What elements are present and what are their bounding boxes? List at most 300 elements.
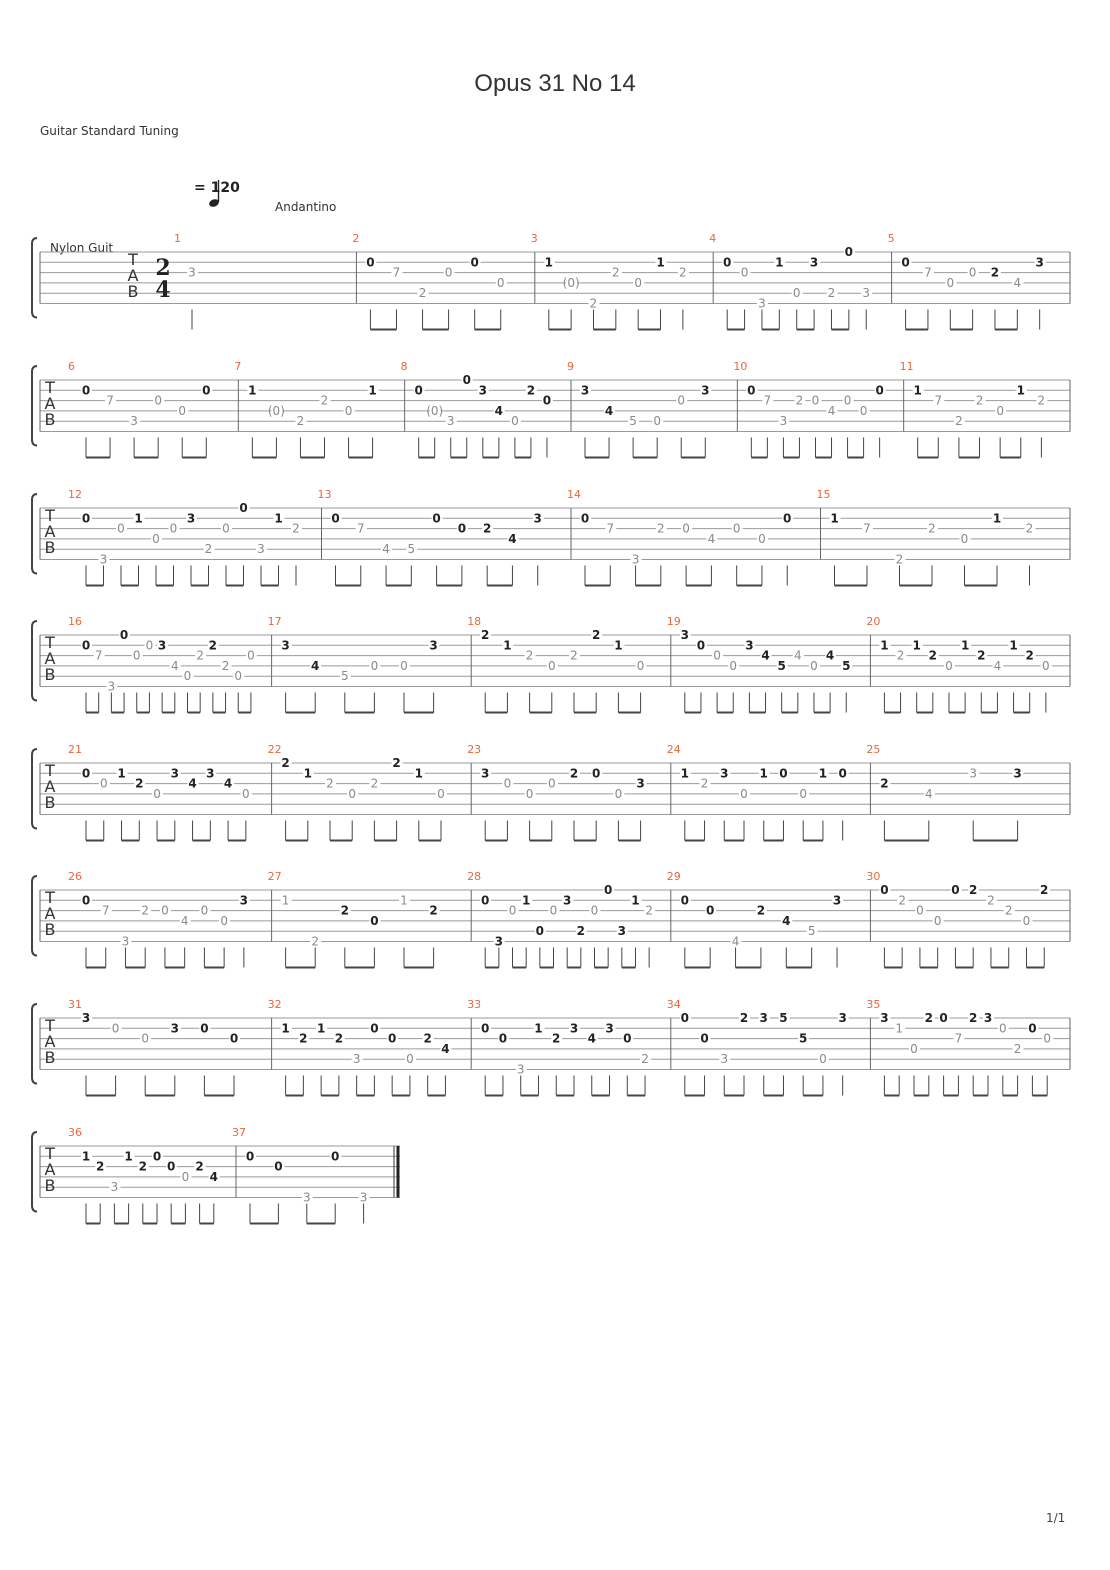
fret-number: 0 [152, 531, 160, 546]
fret-number: 2 [987, 893, 995, 908]
fret-number: 1 [656, 255, 665, 270]
fret-number: 0 [680, 893, 689, 908]
fret-number: 3 [745, 638, 754, 653]
fret-number: 2 [423, 1031, 432, 1046]
fret-number: 2 [969, 883, 978, 897]
fret-number: 3 [862, 286, 871, 301]
fret-number: 0 [169, 521, 178, 536]
fret-number: 1 [960, 638, 970, 653]
fret-number: 3 [257, 542, 265, 557]
fret-number: 1 [912, 638, 921, 653]
fret-number: 1 [134, 511, 143, 526]
fret-number: 0 [740, 786, 748, 801]
fret-number: 0 [81, 638, 91, 653]
fret-number: 1 [368, 383, 377, 398]
fret-number: 2 [975, 393, 984, 408]
fret-number: 3 [186, 511, 196, 526]
fret-number: 2 [576, 924, 586, 939]
measure-number: 31 [68, 998, 82, 1011]
fret-number: 3 [170, 1021, 179, 1036]
fret-number: 2 [296, 414, 305, 429]
fret-number: 1 [830, 511, 839, 526]
fret-number: 0 [117, 521, 125, 536]
tempo-marking: Andantino [275, 200, 337, 214]
measure-number: 10 [733, 360, 748, 373]
fret-number: 4 [761, 648, 770, 663]
fret-number: 0 [81, 383, 91, 398]
tuning-label: Guitar Standard Tuning [40, 124, 179, 138]
fret-number: 3 [121, 934, 130, 949]
fret-number: 0 [682, 521, 690, 536]
fret-number: 2 [326, 776, 334, 791]
measure-number: 12 [68, 488, 82, 501]
fret-number: 3 [562, 893, 572, 908]
fret-number: 1 [81, 1149, 91, 1164]
fret-number: 2 [969, 1011, 978, 1025]
tab-clef-letter: T [45, 506, 55, 525]
measure-number: 30 [866, 870, 881, 883]
fret-number: 1 [759, 766, 768, 781]
fret-number: 0 [366, 255, 375, 270]
fret-number: 1 [913, 383, 922, 398]
fret-number: 3 [605, 1021, 614, 1036]
fret-number: 5 [779, 1011, 788, 1025]
system-bracket [32, 238, 37, 318]
fret-number: 0 [111, 1021, 120, 1036]
fret-number: 4 [827, 403, 836, 418]
fret-number: 2 [552, 1031, 561, 1046]
tab-clef-letter: T [45, 378, 55, 397]
fret-number: 2 [795, 393, 804, 408]
fret-number: 7 [924, 265, 932, 280]
fret-number: 0 [592, 766, 601, 781]
fret-number: 0 [247, 648, 255, 663]
fret-number: 0 [432, 511, 441, 526]
fret-number: 3 [281, 638, 290, 653]
measure-number: 11 [899, 360, 914, 373]
fret-number: 3 [130, 414, 138, 429]
fret-number: 0 [580, 511, 590, 526]
fret-number: 0 [844, 245, 854, 259]
fret-number: 0 [141, 1031, 150, 1046]
measure-number: 21 [68, 743, 82, 756]
fret-number: 2 [592, 628, 601, 642]
fret-number: 2 [612, 265, 620, 280]
fret-number: 2 [340, 903, 349, 918]
fret-number: 3 [720, 766, 729, 781]
fret-number: 2 [1037, 393, 1046, 408]
fret-number: 0 [498, 1031, 508, 1046]
fret-number: 7 [101, 903, 110, 918]
system-bracket [32, 876, 37, 956]
fret-number: 3 [170, 766, 179, 781]
fret-number: 3 [832, 893, 842, 908]
fret-number: 1 [775, 255, 784, 270]
fret-number: 0 [387, 1031, 397, 1046]
fret-number: 0 [740, 265, 749, 280]
fret-number: 1 [880, 638, 889, 653]
fret-number: 1 [1016, 383, 1025, 398]
fret-number: 0 [470, 255, 479, 270]
fret-number: 0 [946, 275, 955, 290]
measure-number: 33 [467, 998, 482, 1011]
fret-number: 0 [220, 913, 228, 928]
fret-number: 3 [429, 638, 438, 653]
fret-number: 2 [896, 648, 905, 663]
fret-number: 0 [603, 883, 613, 897]
fret-number: 0 [331, 1149, 340, 1164]
instrument-name: Nylon Guit [50, 241, 114, 255]
fret-number: 0 [1043, 1031, 1052, 1046]
fret-number: 0 [623, 1031, 632, 1046]
measure-number: 17 [267, 615, 282, 628]
fret-number: 3 [759, 1011, 768, 1025]
fret-number: 0 [968, 265, 977, 280]
fret-number: 2 [1013, 1041, 1022, 1056]
fret-number: 0 [525, 786, 534, 801]
fret-number: 0 [370, 658, 379, 673]
fret-number: 2 [898, 893, 906, 908]
fret-number: 0 [1022, 913, 1031, 928]
measure-number: 28 [467, 870, 482, 883]
fret-number: 5 [407, 542, 416, 557]
measure-number: 15 [816, 488, 831, 501]
fret-number: 3 [359, 1190, 368, 1205]
fret-number: 2 [135, 776, 144, 791]
fret-number: 2 [700, 776, 709, 791]
fret-number: 0 [81, 511, 91, 526]
fret-number: 0 [547, 776, 556, 791]
fret-number: 5 [629, 414, 637, 429]
fret-number: 0 [653, 414, 661, 429]
measure-number: 29 [666, 870, 681, 883]
fret-number: 0 [799, 786, 808, 801]
fret-number: 0 [838, 766, 847, 781]
tab-clef-letter: B [44, 793, 56, 812]
fret-number: 4 [604, 403, 614, 418]
fret-number: 5 [799, 1031, 808, 1046]
fret-number: 0 [880, 883, 889, 897]
fret-number: 4 [180, 913, 189, 928]
fret-number: 0 [234, 669, 243, 684]
fret-number: (0) [267, 403, 285, 418]
fret-number: 0 [998, 1021, 1007, 1036]
system-bracket [32, 366, 37, 446]
fret-number: 2 [311, 934, 320, 949]
fret-number: 4 [924, 786, 933, 801]
fret-number: 0 [457, 521, 467, 536]
fret-number: 2 [141, 903, 150, 918]
fret-number: 0 [462, 373, 471, 387]
measure-number: 4 [709, 232, 717, 245]
tab-clef-letter: T [128, 250, 138, 269]
fret-number: 0 [960, 531, 969, 546]
fret-number: 0 [99, 776, 108, 791]
fret-number: 5 [842, 658, 851, 673]
fret-number: 0 [705, 903, 715, 918]
fret-number: 7 [106, 393, 114, 408]
fret-number: 0 [81, 766, 91, 781]
fret-number: 0 [496, 275, 505, 290]
fret-number: 3 [481, 766, 490, 781]
fret-number: 2 [955, 414, 963, 429]
fret-number: 3 [969, 766, 978, 781]
fret-number: 1 [400, 893, 408, 908]
fret-number: 3 [99, 552, 108, 567]
measure-number: 25 [866, 743, 881, 756]
fret-number: 0 [783, 511, 792, 526]
measure-number: 24 [666, 743, 681, 756]
measure-number: 20 [866, 615, 881, 628]
fret-number: 0 [535, 924, 545, 939]
system-bracket [32, 749, 37, 829]
fret-number: 7 [392, 265, 401, 280]
fret-number: 0 [996, 403, 1004, 418]
fret-number: 3 [779, 414, 788, 429]
fret-number: 0 [167, 1159, 176, 1174]
system-bracket [32, 1132, 37, 1212]
fret-number: 0 [348, 786, 357, 801]
measure-number: 14 [567, 488, 581, 501]
fret-number: 0 [901, 255, 910, 270]
fret-number: 7 [356, 521, 365, 536]
fret-number: 0 [508, 903, 517, 918]
fret-number: 4 [382, 542, 390, 557]
fret-number: 0 [81, 893, 91, 908]
fret-number: 2 [429, 903, 438, 918]
fret-number: 0 [183, 669, 192, 684]
fret-number: 4 [494, 403, 504, 418]
fret-number: 2 [418, 286, 427, 301]
fret-number: 2 [482, 521, 492, 536]
fret-number: 0 [634, 275, 642, 290]
fret-number: 1 [117, 766, 126, 781]
fret-number: 0 [700, 1031, 709, 1046]
tab-clef-letter: A [44, 649, 56, 668]
fret-number: 2 [221, 658, 230, 673]
fret-number: 5 [807, 924, 816, 939]
fret-number: 4 [707, 531, 716, 546]
fret-number: 1 [534, 1021, 543, 1036]
fret-number: 2 [320, 393, 329, 408]
fret-number: 0 [154, 393, 162, 408]
fret-number: 3 [720, 1052, 729, 1067]
fret-number: 0 [119, 628, 129, 642]
fret-number: 4 [508, 531, 517, 546]
fret-number: 3 [239, 893, 249, 908]
measure-number: 3 [530, 232, 538, 245]
fret-number: 0 [245, 1149, 255, 1164]
fret-number: 0 [481, 893, 490, 908]
fret-number: 3 [838, 1011, 847, 1025]
fret-number: 3 [533, 511, 542, 526]
measure-number: 34 [666, 998, 681, 1011]
fret-number: 2 [589, 296, 598, 311]
fret-number: 0 [444, 265, 453, 280]
measure-number: 16 [68, 615, 82, 628]
fret-number: 2 [1004, 903, 1013, 918]
fret-number: 3 [809, 255, 819, 270]
fret-number: 1 [818, 766, 828, 781]
fret-number: 0 [511, 414, 519, 429]
fret-number: 2 [525, 648, 534, 663]
fret-number: 3 [1035, 255, 1044, 270]
tab-clef-letter: B [127, 282, 139, 301]
fret-number: 2 [370, 776, 379, 791]
fret-number: 0 [222, 521, 230, 536]
fret-number: 3 [157, 638, 167, 653]
fret-number: 3 [631, 552, 640, 567]
fret-number: 2 [392, 756, 401, 770]
fret-number: (0) [426, 403, 444, 418]
fret-number: 4 [170, 658, 179, 673]
fret-number: 0 [843, 393, 852, 408]
measure-number: 8 [400, 360, 408, 373]
fret-number: 2 [138, 1159, 147, 1174]
fret-number: 7 [94, 648, 103, 663]
measure-number: 36 [68, 1126, 82, 1139]
tab-clef-letter: T [45, 761, 55, 780]
tab-clef-letter: T [45, 888, 55, 907]
fret-number: 2 [570, 648, 578, 663]
fret-number: 7 [606, 521, 615, 536]
fret-number: 3 [352, 1052, 361, 1067]
fret-number: 0 [939, 1011, 948, 1025]
fret-number: 3 [617, 924, 626, 939]
fret-number: 0 [331, 511, 340, 526]
fret-number: 1 [992, 511, 1002, 526]
tab-clef-letter: B [44, 920, 56, 939]
tab-clef-letter: A [44, 1032, 56, 1051]
fret-number: 0 [779, 766, 788, 781]
time-signature-bottom: 4 [155, 277, 171, 303]
fret-number: 0 [875, 383, 884, 398]
fret-number: 4 [209, 1169, 218, 1184]
system-bracket [32, 621, 37, 701]
fret-number: 1 [248, 383, 257, 398]
fret-number: 0 [132, 648, 141, 663]
fret-number: 3 [636, 776, 645, 791]
fret-number: 2 [657, 521, 665, 536]
fret-number: 2 [292, 521, 300, 536]
measure-number: 26 [68, 870, 82, 883]
fret-number: 0 [152, 1149, 162, 1164]
fret-number: 0 [414, 383, 423, 398]
measure-number: 27 [267, 870, 282, 883]
fret-number: 2 [928, 521, 936, 536]
fret-number: 1 [1009, 638, 1018, 653]
fret-number: 0 [181, 1169, 190, 1184]
tab-clef-letter: B [44, 1176, 56, 1195]
measure-number: 32 [267, 998, 282, 1011]
tab-clef-letter: A [44, 522, 56, 541]
fret-number: 2 [928, 648, 938, 663]
fret-number: 1 [316, 1021, 326, 1036]
fret-number: 0 [437, 786, 445, 801]
fret-number: 7 [863, 521, 871, 536]
fret-number: 2 [281, 756, 290, 770]
fret-number: 0 [542, 393, 552, 408]
fret-number: 3 [1013, 766, 1022, 781]
fret-number: (0) [562, 275, 580, 290]
fret-number: 0 [636, 658, 645, 673]
fret-number: 1 [680, 766, 689, 781]
fret-number: 3 [758, 296, 766, 311]
fret-number: 0 [811, 393, 820, 408]
measure-number: 19 [666, 615, 681, 628]
fret-number: 2 [990, 265, 1000, 280]
fret-number: 0 [178, 403, 187, 418]
fret-number: 2 [679, 265, 687, 280]
fret-number: 4 [1013, 275, 1022, 290]
fret-number: 0 [229, 1031, 239, 1046]
fret-number: 1 [274, 511, 283, 526]
tab-clef-letter: T [45, 1144, 55, 1163]
fret-number: 0 [732, 521, 741, 536]
fret-number: 1 [281, 893, 290, 908]
fret-number: 0 [723, 255, 732, 270]
fret-number: 0 [200, 903, 209, 918]
fret-number: 4 [441, 1041, 450, 1056]
fret-number: 3 [478, 383, 487, 398]
measure-number: 1 [174, 232, 181, 245]
fret-number: 0 [547, 658, 556, 673]
fret-number: 2 [569, 766, 579, 781]
fret-number: 2 [641, 1052, 649, 1067]
fret-number: 2 [645, 903, 653, 918]
fret-number: 4 [993, 658, 1002, 673]
measure-number: 9 [567, 360, 574, 373]
tab-clef-letter: B [44, 1048, 56, 1067]
measure-number: 18 [467, 615, 482, 628]
fret-number: 3 [701, 383, 710, 398]
fret-number: 0 [758, 531, 766, 546]
fret-number: 0 [614, 786, 623, 801]
fret-number: 0 [549, 903, 558, 918]
fret-number: 1 [281, 1021, 290, 1036]
fret-number: 0 [145, 638, 154, 653]
fret-number: 4 [311, 658, 320, 673]
fret-number: 4 [782, 913, 791, 928]
fret-number: 4 [825, 648, 835, 663]
fret-number: 2 [195, 1159, 204, 1174]
fret-number: 0 [161, 903, 169, 918]
fret-number: 3 [494, 934, 504, 949]
fret-number: 0 [696, 638, 706, 653]
fret-number: 1 [895, 1021, 904, 1036]
measure-number: 2 [352, 232, 360, 245]
fret-number: 2 [196, 648, 204, 663]
system-bracket [32, 1004, 37, 1084]
page-number: 1/1 [1046, 1511, 1066, 1525]
fret-number: 2 [204, 542, 213, 557]
fret-number: 0 [344, 403, 353, 418]
fret-number: 0 [747, 383, 756, 398]
fret-number: 0 [945, 658, 953, 673]
tab-clef-letter: A [44, 1160, 56, 1179]
tab-clef-letter: A [44, 777, 56, 796]
fret-number: 0 [1028, 1021, 1037, 1036]
score-title: Opus 31 No 14 [474, 70, 636, 97]
system-bracket [32, 494, 37, 574]
fret-number: 1 [303, 766, 312, 781]
measure-number: 37 [232, 1126, 246, 1139]
measure-number: 22 [267, 743, 282, 756]
fret-number: 0 [242, 786, 250, 801]
fret-number: 4 [188, 776, 197, 791]
tab-clef-letter: B [44, 410, 56, 429]
fret-number: 2 [739, 1011, 749, 1025]
